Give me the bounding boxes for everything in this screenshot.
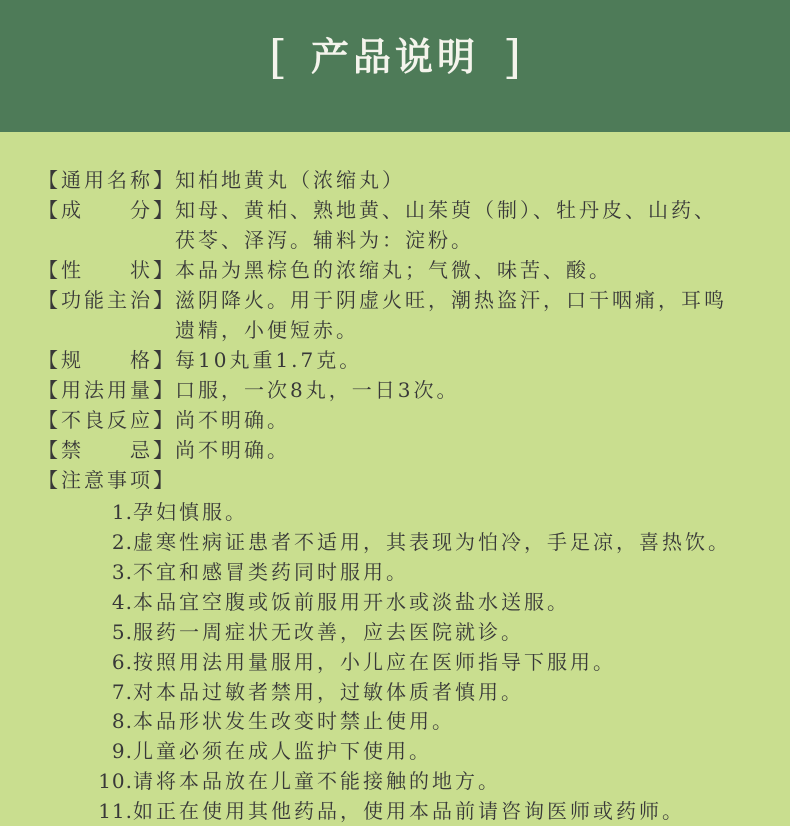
precaution-text: 不宜和感冒类药同时服用。	[133, 560, 409, 584]
precaution-item	[0, 497, 790, 527]
field-value: 知母、黄柏、熟地黄、山茱萸（制）、牡丹皮、山药、	[175, 198, 717, 222]
field-dosage	[0, 375, 790, 405]
precaution-number: 11.	[98, 799, 133, 823]
field-indications	[0, 285, 790, 315]
field-label: 【不良反应】	[38, 408, 176, 432]
precaution-item	[0, 617, 790, 647]
field-value: 茯苓、泽泻。辅料为：淀粉。	[175, 228, 474, 252]
field-label: 【禁 忌】	[38, 438, 176, 462]
precaution-number: 5.	[111, 620, 133, 644]
precaution-number: 7.	[111, 680, 133, 704]
field-generic-name	[0, 165, 790, 195]
precaution-number: 4.	[111, 590, 133, 614]
precaution-item	[0, 527, 790, 557]
field-value: 本品为黑棕色的浓缩丸；气微、味苦、酸。	[175, 258, 612, 282]
field-label: 【通用名称】	[38, 168, 176, 192]
field-label: 【成 分】	[38, 198, 176, 222]
field-precautions	[0, 465, 790, 495]
field-value: 每10丸重1.7克。	[175, 348, 363, 372]
precaution-number: 1.	[111, 500, 133, 524]
field-indications-continued	[0, 315, 790, 345]
field-value: 尚不明确。	[175, 438, 290, 462]
precaution-number: 3.	[111, 560, 133, 584]
title-bracket-right: ]	[503, 30, 521, 84]
field-value: 知柏地黄丸（浓缩丸）	[175, 168, 405, 192]
precaution-number: 2.	[111, 530, 133, 554]
precaution-text: 如正在使用其他药品，使用本品前请咨询医师或药师。	[133, 799, 685, 823]
precaution-text: 本品形状发生改变时禁止使用。	[133, 709, 455, 733]
precaution-text: 本品宜空腹或饭前服用开水或淡盐水送服。	[133, 590, 570, 614]
field-contraindications	[0, 435, 790, 465]
field-appearance	[0, 255, 790, 285]
field-label: 【注意事项】	[38, 468, 176, 492]
precaution-number: 9.	[111, 739, 133, 763]
field-label: 【功能主治】	[38, 288, 176, 312]
precaution-item	[0, 766, 790, 796]
field-value: 口服，一次8丸，一日3次。	[175, 378, 460, 402]
precaution-item	[0, 796, 790, 826]
precaution-number: 10.	[98, 769, 133, 793]
precaution-text: 虚寒性病证患者不适用，其表现为怕冷，手足凉，喜热饮。	[133, 530, 731, 554]
field-specification	[0, 345, 790, 375]
field-ingredients	[0, 195, 790, 225]
precaution-text: 按照用法用量服用，小儿应在医师指导下服用。	[133, 650, 616, 674]
field-label: 【性 状】	[38, 258, 176, 282]
field-value: 遗精，小便短赤。	[175, 318, 359, 342]
precaution-text: 服药一周症状无改善，应去医院就诊。	[133, 620, 524, 644]
title-text: 产品说明	[310, 34, 479, 79]
precaution-number: 8.	[111, 709, 133, 733]
precaution-text: 请将本品放在儿童不能接触的地方。	[133, 769, 501, 793]
title-bracket-left: [	[269, 30, 287, 84]
precaution-item	[0, 647, 790, 677]
field-value: 尚不明确。	[175, 408, 290, 432]
field-label: 【规 格】	[38, 348, 176, 372]
precaution-item	[0, 677, 790, 707]
precaution-item	[0, 587, 790, 617]
precaution-item	[0, 736, 790, 766]
field-ingredients-continued	[0, 225, 790, 255]
field-label: 【用法用量】	[38, 378, 176, 402]
precaution-item	[0, 557, 790, 587]
precaution-text: 儿童必须在成人监护下使用。	[133, 739, 432, 763]
field-adverse-reactions	[0, 405, 790, 435]
field-value: 滋阴降火。用于阴虚火旺，潮热盗汗，口干咽痛，耳鸣	[175, 288, 727, 312]
precaution-text: 对本品过敏者禁用，过敏体质者慎用。	[133, 680, 524, 704]
precaution-text: 孕妇慎服。	[133, 500, 248, 524]
precaution-number: 6.	[111, 650, 133, 674]
precaution-item	[0, 706, 790, 736]
